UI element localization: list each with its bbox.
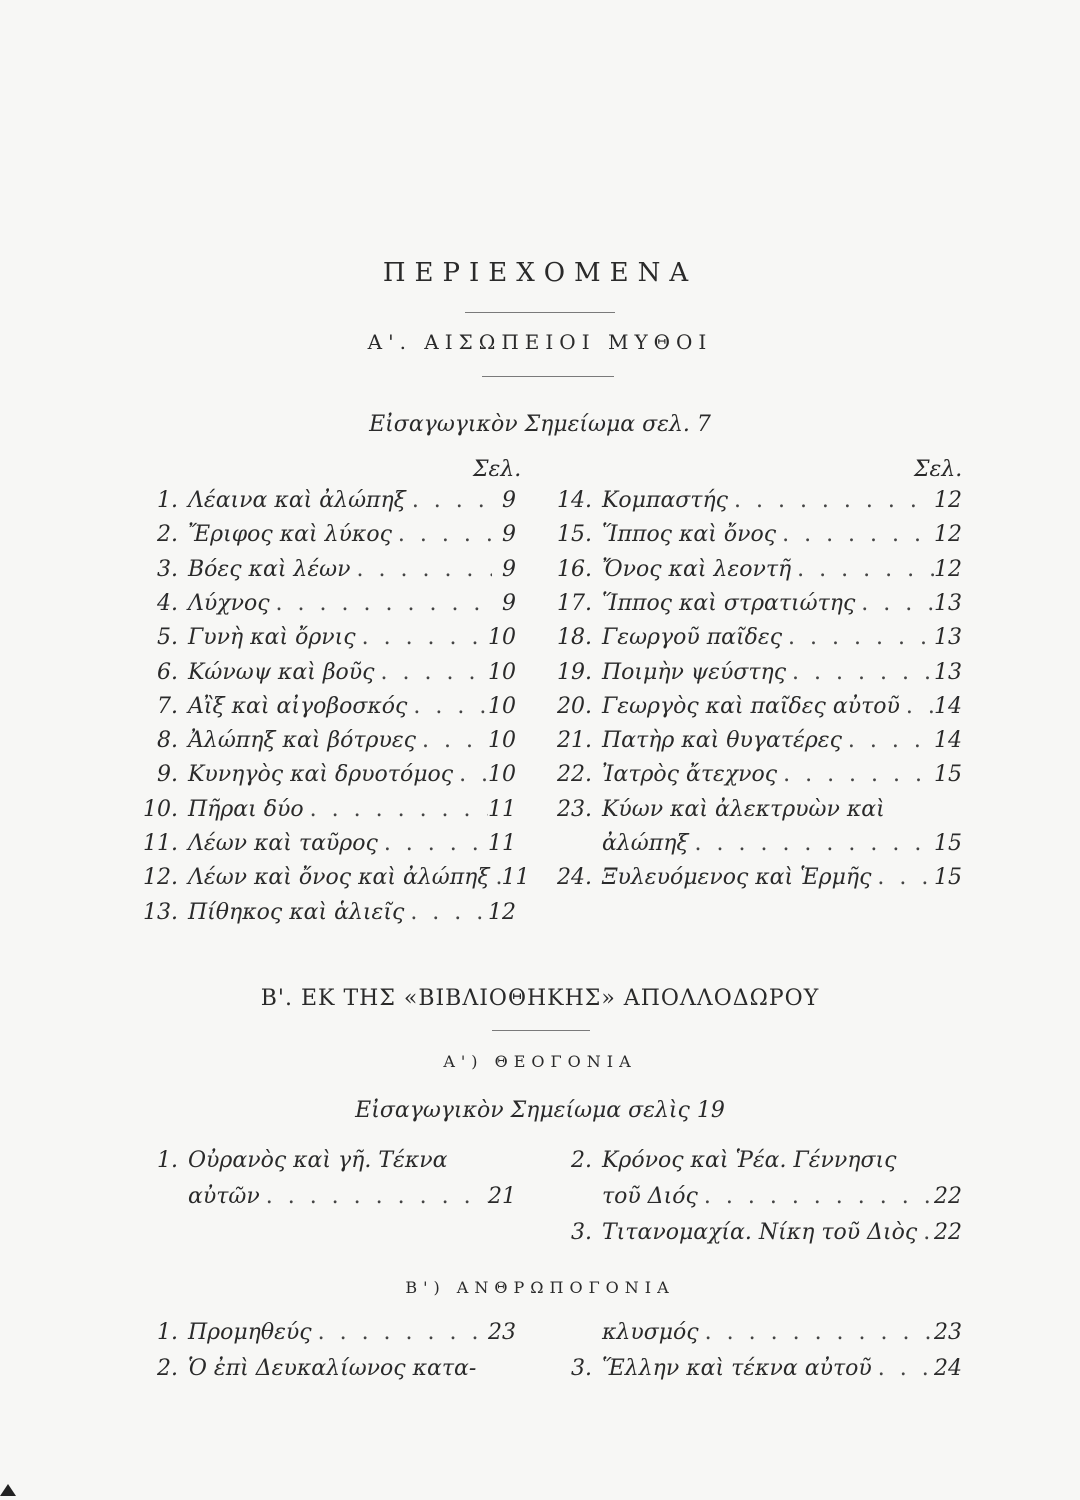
entry-page: 9 <box>502 488 516 513</box>
entry-title: Ὁ ἐπὶ Δευκαλίωνος κατα- <box>188 1356 477 1381</box>
entry-leader <box>872 1356 934 1381</box>
section-b-heading: Β'. ΕΚ ΤΗΣ «ΒΙΒΛΙΟΘΗΚΗΣ» ΑΠΟΛΛΟΔΩΡΟΥ <box>260 986 820 1011</box>
toc-entry <box>140 1148 516 1180</box>
entry-title: Πίθηκος καὶ ἁλιεῖς <box>188 899 405 925</box>
entry-title: Κώνωψ καὶ βοῦς <box>188 659 375 685</box>
entry-number: 16. <box>557 556 592 582</box>
entry-leader <box>699 1320 934 1345</box>
toc-entry <box>550 557 962 589</box>
entry-leader <box>791 557 934 582</box>
entry-page: 15 <box>934 865 962 891</box>
entry-title: Κυνηγὸς καὶ δρυοτόμος <box>188 762 454 788</box>
entry-title: Ἵππος καὶ ὄνος <box>602 522 777 548</box>
entry-page: 11 <box>488 796 516 822</box>
toc-entry <box>140 660 516 692</box>
toc-entry <box>140 591 516 623</box>
entry-number: 1. <box>157 1148 178 1173</box>
toc-entry <box>140 488 516 520</box>
toc-entry <box>140 865 530 897</box>
entry-title: κλυσμός <box>602 1320 699 1345</box>
entry-page: 9 <box>502 590 516 616</box>
entry-page: 13 <box>934 590 962 616</box>
entry-page: 23 <box>488 1320 516 1345</box>
entry-leader <box>453 762 488 787</box>
entry-title: Ἔριφος καὶ λύκος <box>188 522 392 548</box>
entry-page: 14 <box>934 728 962 754</box>
toc-entry <box>550 1220 962 1252</box>
entry-number: 23. <box>557 796 592 822</box>
theogony-intro: Εἰσαγωγικὸν Σημείωμα σελὶς 19 <box>355 1098 725 1123</box>
entry-leader <box>378 831 488 856</box>
toc-entry <box>550 728 962 760</box>
toc-entry <box>140 625 516 657</box>
entry-page: 15 <box>934 762 962 788</box>
toc-entry <box>550 797 962 829</box>
entry-title: Πατὴρ καὶ θυγατέρες <box>602 728 842 754</box>
entry-number: 6. <box>157 659 178 685</box>
entry-leader <box>777 762 934 787</box>
toc-entry <box>550 1356 962 1388</box>
toc-entry <box>550 660 962 692</box>
section-a-rule <box>482 376 614 377</box>
entry-number: 9. <box>157 762 178 788</box>
entry-title: ἀλώπηξ <box>602 831 689 856</box>
entry-page: 10 <box>488 693 516 719</box>
entry-title: Ἵππος καὶ στρατιώτης <box>602 590 856 616</box>
entry-leader <box>917 1220 934 1245</box>
entry-title: Ξυλευόμενος καὶ Ἑρμῆς <box>602 865 872 891</box>
entry-page: 10 <box>488 625 516 651</box>
entry-title: Γυνὴ καὶ ὄρνις <box>188 625 356 651</box>
title-rule <box>465 312 615 313</box>
entry-leader <box>728 488 934 513</box>
toc-entry <box>550 831 962 863</box>
entry-number: 8. <box>157 728 178 754</box>
toc-entry <box>140 1184 516 1216</box>
entry-title: Γεωργὸς καὶ παῖδες αὐτοῦ <box>602 693 900 719</box>
entry-page: 15 <box>934 831 962 856</box>
entry-title: Ἀλώπηξ καὶ βότρυες <box>188 728 416 754</box>
entry-page: 21 <box>488 1184 516 1209</box>
entry-title: Γεωργοῦ παῖδες <box>602 625 783 651</box>
entry-leader <box>356 625 488 650</box>
entry-leader <box>406 488 492 513</box>
entry-title: Λέαινα καὶ ἀλώπηξ <box>188 488 406 513</box>
entry-page: 12 <box>488 899 516 925</box>
entry-title: Κύων καὶ ἀλεκτρυὼν καὶ <box>602 796 885 822</box>
entry-number: 1. <box>157 488 178 513</box>
toc-entry <box>550 762 962 794</box>
section-a-heading: Α'. ΑΙΣΩΠΕΙΟΙ ΜΥΘΟΙ <box>367 330 713 354</box>
entry-page: 12 <box>934 522 962 548</box>
entry-title: Κρόνος καὶ Ῥέα. Γέννησις <box>602 1148 897 1173</box>
entry-leader <box>404 900 488 925</box>
entry-title: Κομπαστής <box>602 488 728 513</box>
entry-page: 23 <box>934 1320 962 1345</box>
section-b-rule <box>492 1030 590 1031</box>
entry-leader <box>260 1184 488 1209</box>
entry-number: 20. <box>557 693 592 719</box>
entry-leader <box>351 557 493 582</box>
entry-leader <box>776 522 934 547</box>
entry-leader <box>782 625 934 650</box>
toc-entry <box>550 694 962 726</box>
entry-leader <box>689 831 935 856</box>
entry-number: 3. <box>157 556 178 582</box>
entry-title: Πῆραι δύο <box>188 796 304 822</box>
toc-entry <box>140 728 516 760</box>
toc-entry <box>140 1320 516 1352</box>
toc-entry <box>550 591 962 623</box>
entry-leader <box>375 660 489 685</box>
entry-page: 13 <box>934 625 962 651</box>
entry-number: 5. <box>157 625 178 651</box>
entry-leader <box>698 1184 934 1209</box>
entry-number: 19. <box>557 659 592 685</box>
entry-title: Προμηθεύς <box>188 1320 312 1345</box>
entry-page: 11 <box>501 865 530 891</box>
entry-number: 3. <box>571 1356 592 1381</box>
entry-leader <box>855 591 934 616</box>
toc-entry <box>550 625 962 657</box>
entry-number: 2. <box>157 522 178 548</box>
entry-title: Λέων καὶ ταῦρος <box>188 831 378 856</box>
entry-number: 4. <box>157 590 178 616</box>
entry-leader <box>304 797 488 822</box>
entry-number: 13. <box>143 899 178 925</box>
entry-title: Οὐρανὸς καὶ γῆ. Τέκνα <box>188 1148 448 1173</box>
anthropogony-heading: Β') ΑΝΘΡΩΠΟΓΟΝΙΑ <box>405 1278 675 1297</box>
entry-title: Ἕλλην καὶ τέκνα αὐτοῦ <box>602 1356 872 1381</box>
entry-page: 10 <box>488 728 516 754</box>
entry-number: 24. <box>557 865 592 891</box>
entry-title: Λύχνος <box>188 590 270 616</box>
entry-page: 14 <box>934 693 962 719</box>
page-title: ΠΕΡΙΕΧΟΜΕΝΑ <box>382 258 698 288</box>
toc-entry <box>550 1148 962 1180</box>
entry-leader <box>312 1320 488 1345</box>
entry-leader <box>392 522 492 547</box>
entry-page: 10 <box>488 762 516 788</box>
entry-number: 10. <box>143 796 178 822</box>
entry-leader <box>786 660 934 685</box>
entry-number: 2. <box>157 1356 178 1381</box>
entry-title: Λέων καὶ ὄνος καὶ ἀλώπηξ <box>188 865 490 891</box>
toc-entry <box>140 522 516 554</box>
entry-leader <box>871 865 934 890</box>
entry-title: Βόες καὶ λέων <box>188 556 351 582</box>
toc-entry <box>550 1184 962 1216</box>
entry-number: 12. <box>143 865 178 891</box>
entry-leader <box>842 728 934 753</box>
entry-page: 12 <box>934 556 962 582</box>
entry-title: Ὄνος καὶ λεοντῆ <box>602 556 792 582</box>
entry-leader <box>416 728 488 753</box>
entry-page: 13 <box>934 659 962 685</box>
entry-title: Τιτανομαχία. Νίκη τοῦ Διὸς <box>602 1220 918 1245</box>
theogony-heading: Α') ΘΕΟΓΟΝΙΑ <box>443 1052 637 1071</box>
toc-entry <box>550 1320 962 1352</box>
entry-number: 14. <box>557 488 592 513</box>
right-page-label: Σελ. <box>914 457 963 482</box>
toc-entry <box>140 831 516 863</box>
entry-number: 2. <box>571 1148 592 1173</box>
entry-number: 21. <box>557 728 592 754</box>
toc-entry <box>140 694 516 726</box>
section-a-intro: Εἰσαγωγικὸν Σημείωμα σελ. 7 <box>369 412 711 437</box>
entry-page: 10 <box>488 659 516 685</box>
entry-number: 15. <box>557 522 592 548</box>
toc-entry <box>140 797 516 829</box>
entry-page: 9 <box>502 522 516 548</box>
entry-number: 17. <box>557 590 592 616</box>
entry-leader <box>270 591 492 616</box>
toc-entry <box>550 522 962 554</box>
entry-number: 11. <box>143 831 178 856</box>
entry-number: 1. <box>157 1320 178 1345</box>
entry-title: αὐτῶν <box>188 1184 260 1209</box>
entry-leader <box>900 694 934 719</box>
entry-title: τοῦ Διός <box>602 1184 698 1209</box>
entry-page: 11 <box>488 831 516 856</box>
entry-title: Ἰατρὸς ἄτεχνος <box>602 762 778 788</box>
toc-entry <box>140 557 516 589</box>
toc-entry <box>140 762 516 794</box>
entry-page: 9 <box>502 556 516 582</box>
entry-number: 3. <box>571 1220 592 1245</box>
toc-entry <box>550 488 962 520</box>
entry-leader <box>489 865 501 890</box>
corner-mark-icon <box>0 1484 16 1496</box>
entry-title: Αἲξ καὶ αἰγοβοσκός <box>188 693 408 719</box>
left-page-label: Σελ. <box>473 457 522 482</box>
entry-page: 22 <box>934 1220 962 1245</box>
entry-number: 7. <box>157 693 178 719</box>
entry-page: 12 <box>934 488 962 513</box>
entry-page: 24 <box>934 1356 962 1381</box>
toc-entry <box>140 1356 516 1388</box>
entry-page: 22 <box>934 1184 962 1209</box>
toc-entry <box>550 865 962 897</box>
entry-number: 18. <box>557 625 592 651</box>
toc-entry <box>140 900 516 932</box>
entry-title: Ποιμὴν ψεύστης <box>602 659 787 685</box>
entry-leader <box>407 694 488 719</box>
entry-number: 22. <box>557 762 592 788</box>
